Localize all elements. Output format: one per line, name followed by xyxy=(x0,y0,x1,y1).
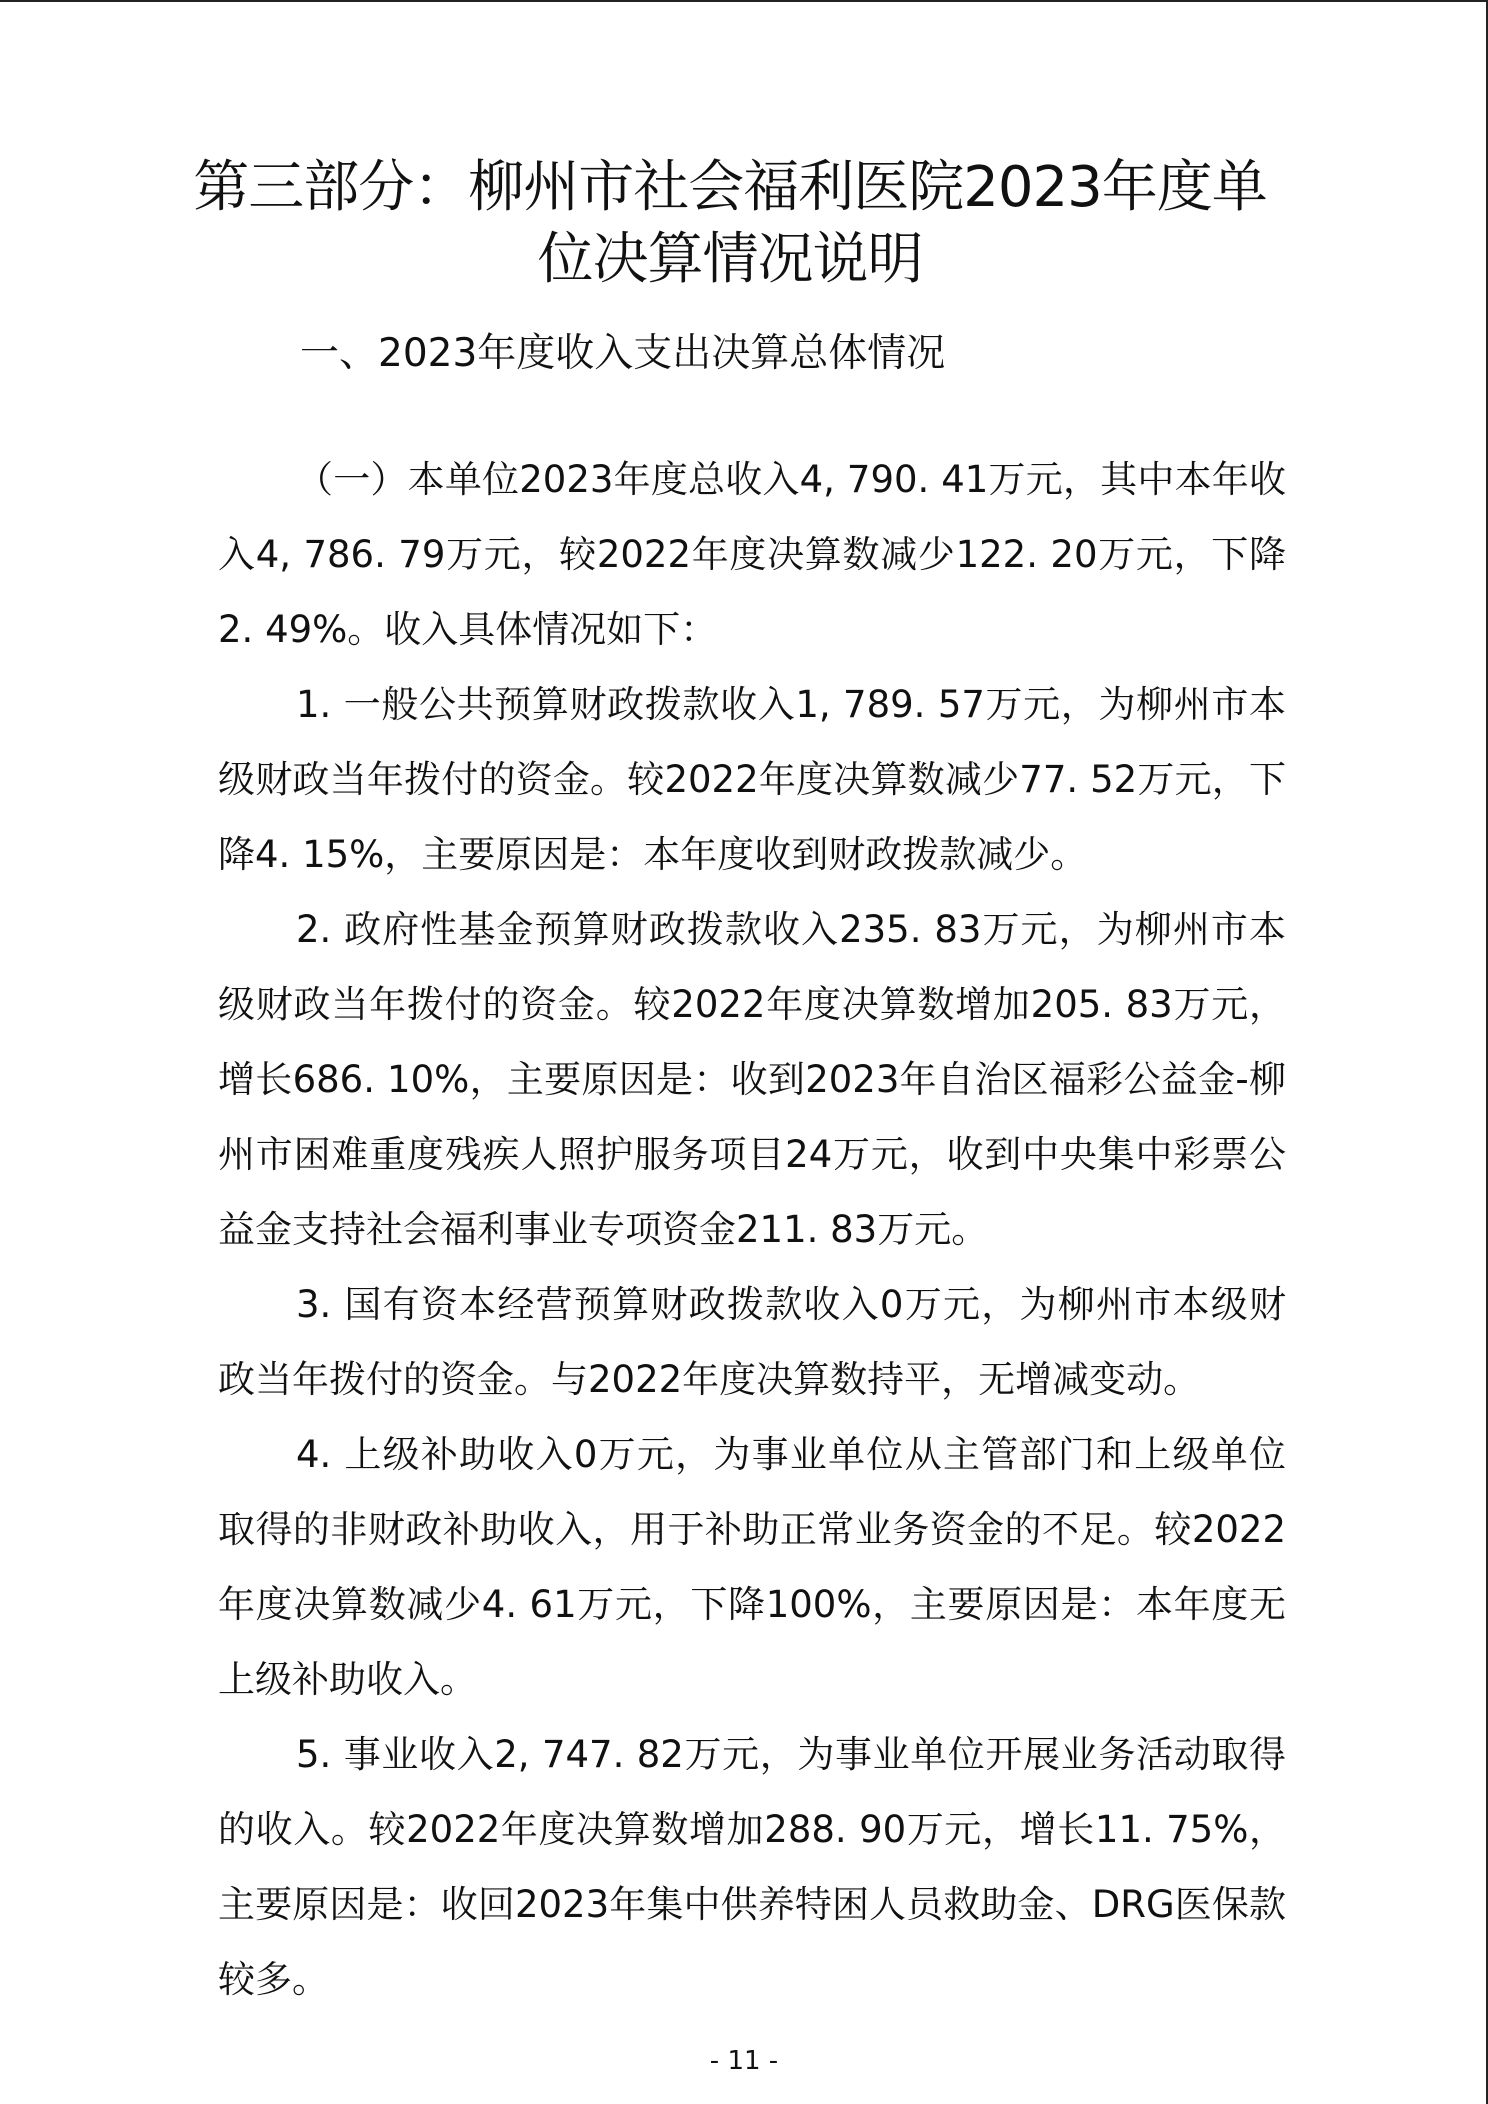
page-number: - 11 - xyxy=(709,2046,779,2076)
body-text xyxy=(218,442,1286,2017)
paragraph-general-budget-income: 1. 一般公共预算财政拨款收入1, 789. 57万元，为柳州市本级财政当年拨付的资金。较2022年度决算数减少77. 52万元，下降4. 15%，主要原因是：本年度收到财政拨款减少。 xyxy=(218,683,1286,876)
section-heading: 一、2023年度收入支出决算总体情况 xyxy=(300,331,946,376)
paragraph-business-income: 5. 事业收入2, 747. 82万元，为事业单位开展业务活动取得的收入。较2022年度决算数增加288. 90万元，增长11. 75%，主要原因是：收回2023年集中供养特困人员救助金、DRG医保款较多。 xyxy=(218,1733,1286,2001)
paragraph-state-capital-income: 3. 国有资本经营预算财政拨款收入0万元，为柳州市本级财政当年拨付的资金。与2022年度决算数持平，无增减变动。 xyxy=(218,1283,1286,1401)
paragraph-total-income: （一）本单位2023年度总收入4, 790. 41万元，其中本年收入4, 786. 79万元，较2022年度决算数减少122. 20万元，下降2. 49%。收入具体情况如下： xyxy=(218,458,1286,651)
paragraph-government-fund-income: 2. 政府性基金预算财政拨款收入235. 83万元，为柳州市本级财政当年拨付的资金。较2022年度决算数增加205. 83万元，增长686. 10%，主要原因是：收到2023年自治区福彩公益金-柳州市困难重度残疾人照护服务项目24万元，收到中央集中彩票公益金支持社会福利事业专项资金211. 83万元。 xyxy=(218,908,1286,1251)
paragraph-superior-subsidy-income: 4. 上级补助收入0万元，为事业单位从主管部门和上级单位取得的非财政补助收入，用于补助正常业务资金的不足。较2022年度决算数减少4. 61万元，下降100%，主要原因是：本年度无上级补助收入。 xyxy=(218,1433,1286,1701)
document-title: 第三部分：柳州市社会福利医院2023年度单位决算情况说明 xyxy=(193,155,1267,292)
